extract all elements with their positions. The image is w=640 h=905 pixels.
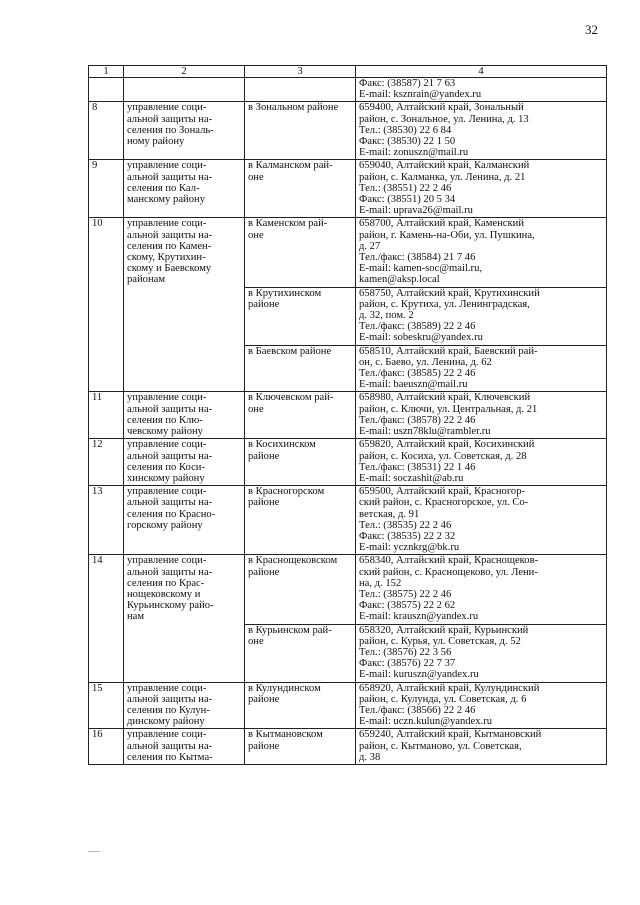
contact-address-line: 659820, Алтайский край, Косихинский bbox=[359, 439, 535, 451]
contact-address-line: E-mail: ycznkrg@bk.ru bbox=[359, 542, 460, 554]
row-number: 12 bbox=[89, 439, 124, 486]
organization-name-line: управление соци- bbox=[127, 729, 207, 741]
contact-address-line: Тел./факс: (38531) 22 1 46 bbox=[359, 461, 476, 473]
table-row bbox=[89, 102, 607, 160]
organization-name-line: манскому району bbox=[127, 194, 205, 206]
row-number bbox=[89, 78, 124, 102]
table-row bbox=[89, 78, 607, 102]
district-name-line: оне bbox=[248, 403, 264, 415]
contact-address bbox=[356, 624, 607, 682]
contact-address-line: Тел.: (38576) 22 3 56 bbox=[359, 646, 452, 658]
contact-address-line: район, с. Косиха, ул. Советская, д. 28 bbox=[359, 450, 527, 462]
contact-address-line: E-mail: kuruszn@yandex.ru bbox=[359, 669, 479, 681]
contact-address-line: район, с. Зональное, ул. Ленина, д. 13 bbox=[359, 113, 529, 125]
organization-name bbox=[124, 439, 245, 486]
row-number: 8 bbox=[89, 102, 124, 160]
contact-address-line: Факс: (38551) 20 5 34 bbox=[359, 194, 456, 206]
contact-address-line: Тел./факс: (38578) 22 2 46 bbox=[359, 414, 476, 426]
contact-address-line: Факс: (38575) 22 2 62 bbox=[359, 600, 456, 612]
district-name-line: в Каменском рай- bbox=[248, 218, 328, 230]
district-name-line: в Косихинском bbox=[248, 439, 316, 451]
organization-name-line: скому и Баевскому bbox=[127, 263, 212, 275]
table-row bbox=[89, 555, 607, 624]
organization-name-line: чевскому району bbox=[127, 426, 203, 438]
page-number: 32 bbox=[585, 22, 598, 37]
district-name-line: районе bbox=[248, 497, 280, 509]
district-name-line: районе bbox=[248, 450, 280, 462]
organization-name bbox=[124, 160, 245, 218]
row-number: 16 bbox=[89, 729, 124, 765]
contact-address-line: 658920, Алтайский край, Кулундинский bbox=[359, 682, 540, 694]
table-row bbox=[89, 392, 607, 439]
contact-address-line: Тел./факс: (38566) 22 2 46 bbox=[359, 704, 476, 716]
row-number: 14 bbox=[89, 555, 124, 682]
table-row bbox=[89, 218, 607, 287]
column-header: 3 bbox=[245, 66, 356, 78]
row-number: 9 bbox=[89, 160, 124, 218]
contact-address bbox=[356, 345, 607, 392]
organization-name-line: селения по Коси- bbox=[127, 461, 205, 473]
table-row bbox=[89, 439, 607, 486]
district-name bbox=[245, 392, 356, 439]
organization-name-line: управление соци- bbox=[127, 218, 207, 230]
table-header-row bbox=[89, 66, 607, 78]
district-name-line: районе bbox=[248, 693, 280, 705]
contact-address-line: Тел.: (38575) 22 2 46 bbox=[359, 588, 452, 600]
column-header: 2 bbox=[124, 66, 245, 78]
district-name-line: в Красногорском bbox=[248, 486, 325, 498]
scan-mark bbox=[88, 851, 100, 852]
contact-address-line: E-mail: krauszn@yandex.ru bbox=[359, 611, 479, 623]
organization-name bbox=[124, 218, 245, 392]
organization-name-line: горскому району bbox=[127, 519, 203, 531]
district-name-line: районе bbox=[248, 740, 280, 752]
organization-name-line: нам bbox=[127, 611, 145, 623]
organization-name-line: селения по Крас- bbox=[127, 577, 205, 589]
organization-name-line: селения по Кытма- bbox=[127, 751, 213, 763]
contact-address-line: E-mail: soczashit@ab.ru bbox=[359, 472, 464, 484]
organization-name-line: нощековскому и bbox=[127, 588, 201, 600]
table-body bbox=[89, 78, 607, 765]
contact-address-line: район, с. Калманка, ул. Ленина, д. 21 bbox=[359, 171, 526, 183]
district-name bbox=[245, 102, 356, 160]
organization-name-line: альной защиты на- bbox=[127, 229, 213, 241]
organization-name-line: селения по Зональ- bbox=[127, 124, 214, 136]
contact-address-line: район, с. Крутиха, ул. Ленинградская, bbox=[359, 298, 530, 310]
row-number: 15 bbox=[89, 682, 124, 729]
district-name bbox=[245, 555, 356, 624]
district-name bbox=[245, 160, 356, 218]
organization-name bbox=[124, 78, 245, 102]
table-row bbox=[89, 729, 607, 765]
organization-name-line: альной защиты на- bbox=[127, 113, 213, 125]
table-row bbox=[89, 682, 607, 729]
contact-address bbox=[356, 287, 607, 345]
district-name bbox=[245, 486, 356, 555]
organization-name bbox=[124, 392, 245, 439]
organization-name-line: селения по Кал- bbox=[127, 182, 200, 194]
organization-name-line: управление соци- bbox=[127, 682, 207, 694]
contact-address-line: Тел./факс: (38589) 22 2 46 bbox=[359, 321, 476, 333]
contact-address-line: 659400, Алтайский край, Зональный bbox=[359, 102, 524, 114]
organization-name-line: динскому району bbox=[127, 716, 205, 728]
district-name-line: в Крутихинском bbox=[248, 287, 322, 299]
organization-name-line: управление соци- bbox=[127, 392, 207, 404]
contact-address-line: район, с. Ключи, ул. Центральная, д. 21 bbox=[359, 403, 538, 415]
contact-address-line: Тел./факс: (38584) 21 7 46 bbox=[359, 252, 476, 264]
organization-name-line: альной защиты на- bbox=[127, 566, 213, 578]
contact-address-line: E-mail: kamen-soc@mail.ru, bbox=[359, 263, 483, 275]
organization-name-line: селения по Кулун- bbox=[127, 704, 210, 716]
contact-address-line: 658320, Алтайский край, Курьинский bbox=[359, 624, 529, 636]
contact-address-line: E-mail: uszn78klu@rambler.ru bbox=[359, 426, 491, 438]
contact-address-line: Факс: (38576) 22 7 37 bbox=[359, 658, 456, 670]
contact-address-line: он, с. Баево, ул. Ленина, д. 62 bbox=[359, 356, 492, 368]
contact-address-line: д. 27 bbox=[359, 240, 381, 252]
contact-address-line: E-mail: baeuszn@mail.ru bbox=[359, 379, 468, 391]
contact-address-line: район, г. Камень-на-Оби, ул. Пушкина, bbox=[359, 229, 535, 241]
district-name-line: районе bbox=[248, 298, 280, 310]
contact-address-line: Тел.: (38535) 22 2 46 bbox=[359, 519, 452, 531]
contact-address-line: Тел.: (38551) 22 2 46 bbox=[359, 182, 452, 194]
contact-address-line: E-mail: ksznrain@yandex.ru bbox=[359, 89, 482, 101]
district-name bbox=[245, 345, 356, 392]
organization-name bbox=[124, 682, 245, 729]
organization-name-line: селения по Красно- bbox=[127, 508, 216, 520]
organization-name-line: управление соци- bbox=[127, 486, 207, 498]
row-number: 11 bbox=[89, 392, 124, 439]
organization-name bbox=[124, 102, 245, 160]
district-name-line: оне bbox=[248, 635, 264, 647]
registry-table bbox=[88, 65, 607, 765]
district-name bbox=[245, 682, 356, 729]
organization-name-line: управление соци- bbox=[127, 102, 207, 114]
contact-address-line: E-mail: zonuszn@mail.ru bbox=[359, 147, 469, 159]
contact-address-line: район, с. Кулунда, ул. Советская, д. 6 bbox=[359, 693, 527, 705]
contact-address-line: 658750, Алтайский край, Крутихинский bbox=[359, 287, 540, 299]
table-row bbox=[89, 486, 607, 555]
contact-address-line: 658510, Алтайский край, Баевский рай- bbox=[359, 345, 538, 357]
organization-name-line: альной защиты на- bbox=[127, 403, 213, 415]
district-name-line: районе bbox=[248, 566, 280, 578]
contact-address-line: E-mail: sobeskru@yandex.ru bbox=[359, 332, 483, 344]
district-name bbox=[245, 624, 356, 682]
contact-address-line: Тел.: (38530) 22 6 84 bbox=[359, 124, 452, 136]
organization-name-line: селения по Клю- bbox=[127, 414, 203, 426]
table-row bbox=[89, 160, 607, 218]
contact-address bbox=[356, 392, 607, 439]
contact-address-line: Факс: (38530) 22 1 50 bbox=[359, 136, 456, 148]
organization-name-line: управление соци- bbox=[127, 439, 207, 451]
contact-address-line: 658700, Алтайский край, Каменский bbox=[359, 218, 524, 230]
contact-address-line: 658980, Алтайский край, Ключевский bbox=[359, 392, 531, 404]
contact-address-line: 658340, Алтайский край, Краснощеков- bbox=[359, 555, 539, 567]
contact-address-line: 659240, Алтайский край, Кытмановский bbox=[359, 729, 542, 741]
contact-address-line: kamen@aksp.local bbox=[359, 274, 440, 286]
organization-name-line: районам bbox=[127, 274, 166, 286]
contact-address-line: д. 32, пом. 2 bbox=[359, 310, 414, 322]
row-number: 10 bbox=[89, 218, 124, 392]
contact-address-line: E-mail: uczn.kulun@yandex.ru bbox=[359, 716, 493, 728]
contact-address-line: E-mail: uprava26@mail.ru bbox=[359, 205, 473, 217]
column-header: 1 bbox=[89, 66, 124, 78]
district-name-line: в Калманском рай- bbox=[248, 160, 333, 172]
organization-name-line: управление соци- bbox=[127, 160, 207, 172]
district-name-line: в Кулундинском bbox=[248, 682, 321, 694]
contact-address-line: Факс: (38587) 21 7 63 bbox=[359, 78, 456, 89]
contact-address bbox=[356, 729, 607, 765]
contact-address-line: 659500, Алтайский край, Красногор- bbox=[359, 486, 526, 498]
contact-address-line: д. 38 bbox=[359, 751, 381, 763]
organization-name bbox=[124, 486, 245, 555]
organization-name-line: селения по Камен- bbox=[127, 240, 212, 252]
district-name-line: в Баевском районе bbox=[248, 345, 332, 357]
contact-address bbox=[356, 439, 607, 486]
organization-name-line: альной защиты на- bbox=[127, 171, 213, 183]
contact-address-line: ветская, д. 91 bbox=[359, 508, 420, 520]
contact-address-line: Факс: (38535) 22 2 32 bbox=[359, 530, 456, 542]
district-name-line: в Ключевском рай- bbox=[248, 392, 334, 404]
organization-name-line: альной защиты на- bbox=[127, 693, 213, 705]
organization-name-line: управление соци- bbox=[127, 555, 207, 567]
district-name-line: в Зональном районе bbox=[248, 102, 339, 114]
column-header: 4 bbox=[356, 66, 607, 78]
contact-address-line: район, с. Кытманово, ул. Советская, bbox=[359, 740, 522, 752]
row-number: 13 bbox=[89, 486, 124, 555]
contact-address-line: район, с. Курья, ул. Советская, д. 52 bbox=[359, 635, 521, 647]
district-name-line: в Курьинском рай- bbox=[248, 624, 332, 636]
organization-name-line: скому, Крутихин- bbox=[127, 252, 206, 264]
contact-address bbox=[356, 160, 607, 218]
contact-address bbox=[356, 78, 607, 102]
district-name-line: в Краснощековском bbox=[248, 555, 338, 567]
contact-address bbox=[356, 682, 607, 729]
organization-name bbox=[124, 729, 245, 765]
contact-address bbox=[356, 102, 607, 160]
contact-address-line: ский район, с. Красногорское, ул. Со- bbox=[359, 497, 529, 509]
contact-address bbox=[356, 218, 607, 287]
contact-address-line: 659040, Алтайский край, Калманский bbox=[359, 160, 530, 172]
contact-address-line: ский район, с. Краснощеково, ул. Лени- bbox=[359, 566, 538, 578]
organization-name-line: ному району bbox=[127, 136, 185, 148]
contact-address-line: Тел./факс: (38585) 22 2 46 bbox=[359, 368, 476, 380]
organization-name-line: Курьинскому райо- bbox=[127, 600, 214, 612]
organization-name bbox=[124, 555, 245, 682]
organization-name-line: альной защиты на- bbox=[127, 450, 213, 462]
district-name-line: оне bbox=[248, 229, 264, 241]
contact-address bbox=[356, 486, 607, 555]
district-name bbox=[245, 439, 356, 486]
district-name bbox=[245, 218, 356, 287]
district-name bbox=[245, 729, 356, 765]
district-name bbox=[245, 78, 356, 102]
organization-name-line: альной защиты на- bbox=[127, 497, 213, 509]
organization-name-line: хинскому району bbox=[127, 472, 205, 484]
district-name-line: оне bbox=[248, 171, 264, 183]
contact-address bbox=[356, 555, 607, 624]
contact-address-line: на, д. 152 bbox=[359, 577, 402, 589]
organization-name-line: альной защиты на- bbox=[127, 740, 213, 752]
district-name-line: в Кытмановском bbox=[248, 729, 323, 741]
district-name bbox=[245, 287, 356, 345]
